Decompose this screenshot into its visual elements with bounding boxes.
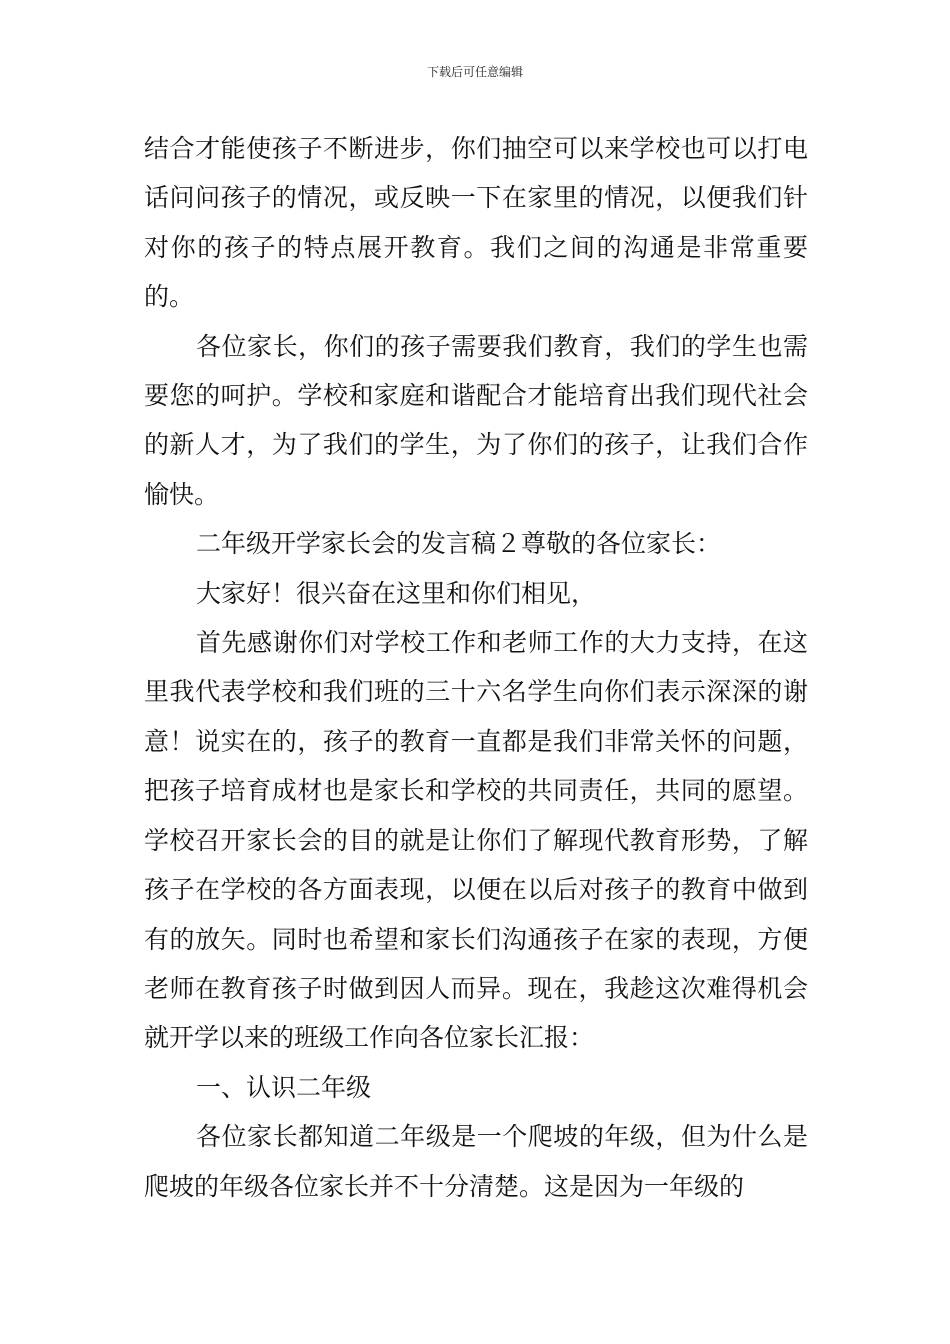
section-heading: 一、认识二年级 xyxy=(196,1072,372,1102)
paragraph-1: 结合才能使孩子不断进步，你们抽空可以来学校也可以打电话问问孩子的情况，或反映一下在家里的情况，以便我们针对你的孩子的特点展开教育。我们之间的沟通是非常重要的。 xyxy=(144,134,808,312)
paragraph-5: 首先感谢你们对学校工作和老师工作的大力支持，在这里我代表学校和我们班的三十六名学生向你们表示深深的谢意！说实在的，孩子的教育一直都是我们非常关怀的问题，把孩子培育成材也是家长和学校的共同责任，共同的愿望。学校召开家长会的目的就是让你们了解现代教育形势，了解孩子在学校的各方面表现，以便在以后对孩子的教育中做到有的放矢。同时也希望和家长们沟通孩子在家的表现，方便老师在教育孩子时做到因人而异。现在，我趁这次难得机会就开学以来的班级工作向各位家长汇报： xyxy=(144,628,808,1053)
paragraph-4: 大家好！很兴奋在这里和你们相见， xyxy=(196,578,597,608)
paragraph-2: 各位家长，你们的孩子需要我们教育，我们的学生也需要您的呵护。学校和家庭和谐配合才能培育出我们现代社会的新人才，为了我们的学生，为了你们的孩子，让我们合作愉快。 xyxy=(144,331,808,509)
document-body xyxy=(144,124,808,1211)
page-header: 下载后可任意编辑 xyxy=(426,65,523,79)
paragraph-6: 各位家长都知道二年级是一个爬坡的年级，但为什么是爬坡的年级各位家长并不十分清楚。这是因为一年级的 xyxy=(144,1122,808,1201)
paragraph-3: 二年级开学家长会的发言稿２尊敬的各位家长： xyxy=(196,529,722,559)
